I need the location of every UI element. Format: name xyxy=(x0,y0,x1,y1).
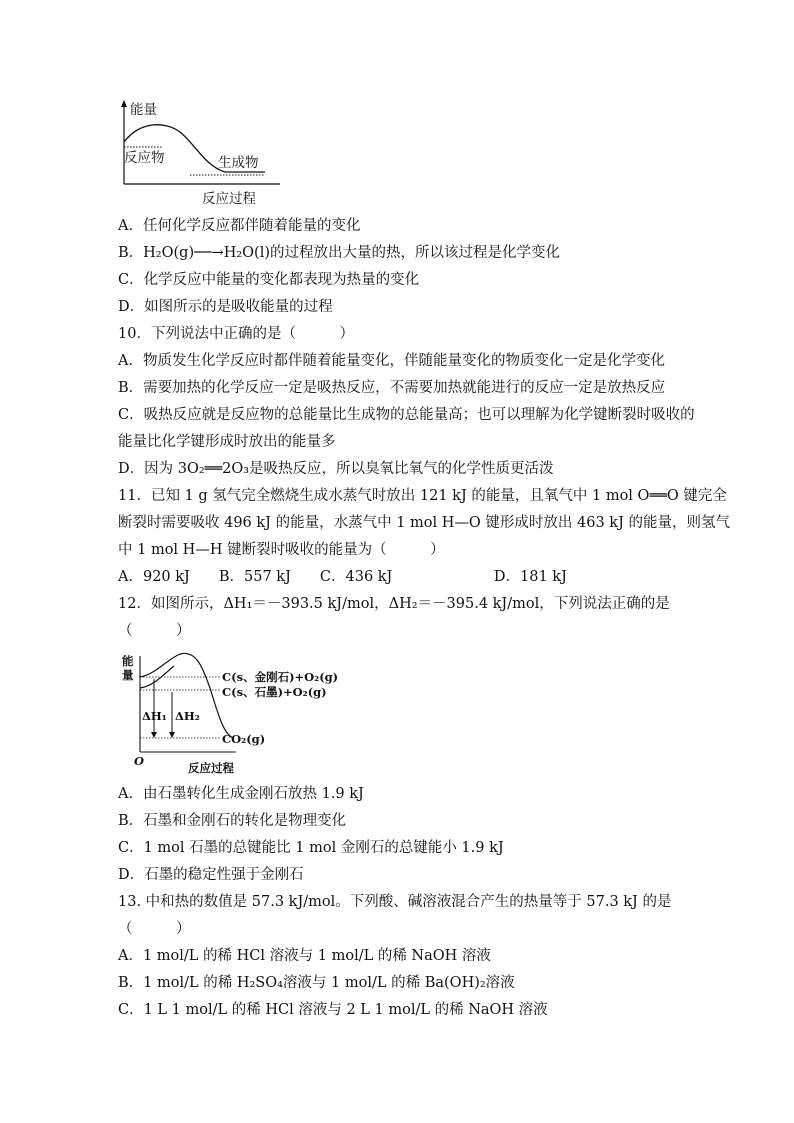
q9-option-b: B．H₂O(g)──→H₂O(l)的过程放出大量的热，所以该过程是化学变化 xyxy=(118,245,561,261)
dh2-label: ΔH₂ xyxy=(175,709,200,723)
dh1-arrowhead xyxy=(151,732,157,738)
y-axis-arrow xyxy=(121,100,127,107)
q12-option-c: C．1 mol 石墨的总键能比 1 mol 金刚石的总键能小 1.9 kJ xyxy=(118,840,504,856)
q13-option-c: C．1 L 1 mol/L 的稀 HCl 溶液与 2 L 1 mol/L 的稀 NaOH 溶液 xyxy=(118,1002,548,1018)
q10-option-c-line1: C．吸热反应就是反应物的总能量比生成物的总能量高；也可以理解为化学键断裂时吸收的 xyxy=(118,407,695,423)
diamond-label: C(s、金刚石)+O₂(g) xyxy=(222,670,339,684)
q10-option-c-line2: 能量比化学键形成时放出的能量多 xyxy=(118,434,336,450)
q10-option-b: B．需要加热的化学反应一定是吸热反应，不需要加热就能进行的反应一定是放热反应 xyxy=(118,380,666,396)
q12-stem-line1: 12．如图所示，ΔH₁＝－393.5 kJ/mol，ΔH₂＝－395.4 kJ/mol，下列说法正确的是 xyxy=(118,596,670,612)
product-label: 生成物 xyxy=(218,155,259,171)
q9-option-a: A．任何化学反应都伴随着能量的变化 xyxy=(118,218,361,234)
q11-stem-line1: 11．已知 1 g 氢气完全燃烧生成水蒸气时放出 121 kJ 的能量，且氧气中 1 mol O══O 键完全 xyxy=(118,488,727,504)
q13-stem-line1: 13. 中和热的数值是 57.3 kJ/mol。下列酸、碱溶液混合产生的热量等于 57.3 kJ 的是 xyxy=(118,894,672,910)
q11-options: A．920 kJ B．557 kJ C．436 kJ D．181 kJ xyxy=(118,569,567,585)
q9-option-d: D．如图所示的是吸收能量的过程 xyxy=(118,299,333,315)
y-axis-label: 能量 xyxy=(130,102,157,118)
x-axis-label: 反应过程 xyxy=(202,191,256,207)
q11-stem-line2: 断裂时需要吸收 496 kJ 的能量，水蒸气中 1 mol H—O 键形成时放出 463 kJ 的能量，则氢气 xyxy=(118,515,731,531)
energy-diagram-1 xyxy=(110,96,290,208)
q13-stem-line2: （ ） xyxy=(118,921,191,937)
q9-option-c: C．化学反应中能量的变化都表现为热量的变化 xyxy=(118,272,420,288)
graphite-label: C(s、石墨)+O₂(g) xyxy=(222,685,327,699)
y-axis-label-2: 量 xyxy=(122,668,134,682)
dh2-arrowhead xyxy=(169,732,175,738)
co2-label: CO₂(g) xyxy=(222,732,266,746)
y-axis-label-1: 能 xyxy=(122,654,134,668)
origin-label: O xyxy=(134,754,145,768)
x-axis-label: 反应过程 xyxy=(188,761,234,775)
q11-stem-line3: 中 1 mol H—H 键断裂时吸收的能量为（ ） xyxy=(118,542,445,558)
q12-stem-line2: （ ） xyxy=(118,623,191,639)
q10-option-a: A．物质发生化学反应时都伴随着能量变化，伴随能量变化的物质变化一定是化学变化 xyxy=(118,353,665,369)
q12-option-b: B．石墨和金刚石的转化是物理变化 xyxy=(118,813,347,829)
reactant-label: 反应物 xyxy=(124,150,165,166)
q12-option-d: D．石墨的稳定性强于金刚石 xyxy=(118,867,304,883)
dh1-label: ΔH₁ xyxy=(142,709,167,723)
q13-option-a: A．1 mol/L 的稀 HCl 溶液与 1 mol/L 的稀 NaOH 溶液 xyxy=(118,948,491,964)
q10-option-d: D．因为 3O₂══2O₃是吸热反应，所以臭氧比氧气的化学性质更活泼 xyxy=(118,461,554,477)
q10-stem: 10．下列说法中正确的是（ ） xyxy=(118,326,354,342)
energy-diagram-2 xyxy=(118,648,339,776)
q12-option-a: A．由石墨转化生成金刚石放热 1.9 kJ xyxy=(118,786,364,802)
q13-option-b: B．1 mol/L 的稀 H₂SO₄溶液与 1 mol/L 的稀 Ba(OH)₂溶液 xyxy=(118,975,515,991)
